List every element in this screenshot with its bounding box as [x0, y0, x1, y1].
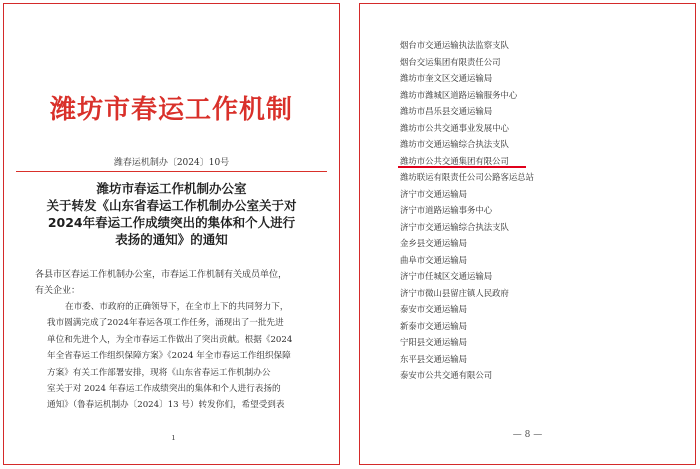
unit-name: 济宁市交通运输局	[400, 188, 467, 199]
unit-name: 潍坊市昌乐县交通运输局	[400, 106, 493, 116]
unit-list-item	[400, 235, 680, 252]
unit-list-item	[400, 202, 680, 219]
body-line: 在市委、市政府的正确领导下，在全市上下的共同努力下，	[65, 302, 289, 312]
unit-list-item	[400, 334, 680, 351]
salutation	[35, 267, 325, 299]
page-number: — 8 —	[512, 430, 543, 440]
unit-name: 潍坊市潍城区道路运输服务中心	[400, 89, 518, 100]
body-text	[47, 299, 313, 414]
body-line: 室关于对 2024 年春运工作成绩突出的集体和个人进行表扬的	[47, 384, 281, 395]
document-page-right	[359, 3, 696, 465]
salutation-line: 有关企业：	[35, 286, 81, 296]
page-mark: ı	[172, 433, 175, 443]
body-line: 我市圆满完成了2024年春运各项工作任务，涌现出了一批先进	[47, 318, 284, 329]
body-line: 年全省春运工作组织保障方案》《2024 年全市春运工作组织保障	[47, 351, 291, 362]
unit-list-item	[400, 87, 680, 104]
unit-name: 烟台市交通运输执法监察支队	[400, 40, 509, 50]
unit-list-item	[400, 351, 680, 368]
unit-list-item	[400, 54, 680, 71]
document-title	[4, 180, 339, 248]
unit-list-item	[400, 268, 680, 285]
unit-name: 潍坊市公共交通集团有限公司	[400, 155, 509, 166]
title-line: 2024年春运工作成绩突出的集体和个人进行	[47, 215, 296, 230]
red-heading: 潍坊市春运工作机制	[49, 95, 293, 125]
unit-list-item	[400, 252, 680, 269]
unit-list-item	[400, 169, 680, 186]
commended-units-list	[400, 37, 680, 384]
red-divider	[16, 171, 327, 172]
unit-list-item	[400, 70, 680, 87]
unit-name: 济宁市交通运输综合执法支队	[400, 221, 509, 232]
title-line: 表扬的通知》的通知	[115, 232, 228, 247]
body-line: 单位和先进个人，为全市春运工作做出了突出贡献。根据《2024	[47, 334, 293, 345]
title-line: 关于转发《山东省春运工作机制办公室关于对	[46, 198, 297, 213]
salutation-line: 各县市区春运工作机制办公室，市春运工作机制有关成员单位，	[35, 270, 288, 280]
unit-name: 潍坊市奎文区交通运输局	[400, 73, 493, 83]
unit-name: 潍坊市公共交通事业发展中心	[400, 122, 509, 133]
highlight-underline	[398, 166, 526, 168]
body-line: 方案》有关工作部署安排，现将《山东省春运工作机制办公	[47, 367, 271, 378]
body-line: 通知》（鲁春运机制办〔2024〕13 号）转发你们，希望受到表	[47, 400, 285, 411]
unit-name: 济宁市任城区交通运输局	[400, 271, 493, 281]
unit-name: 东平县交通运输局	[400, 353, 467, 364]
unit-name: 潍坊市交通运输综合执法支队	[400, 139, 509, 149]
unit-list-item	[400, 285, 680, 302]
unit-list-item	[400, 103, 680, 120]
unit-list-item	[400, 318, 680, 335]
unit-name: 烟台交运集团有限责任公司	[400, 56, 501, 67]
document-number: 潍春运机制办〔2024〕10号	[113, 158, 230, 168]
unit-list-item	[400, 219, 680, 236]
unit-name: 济宁市微山县留庄镇人民政府	[400, 287, 509, 298]
unit-list-item	[400, 136, 680, 153]
unit-name: 济宁市道路运输事务中心	[400, 205, 493, 215]
unit-list-item	[400, 37, 680, 54]
document-page-left	[3, 3, 340, 465]
unit-name: 宁阳县交通运输局	[400, 337, 467, 347]
unit-name: 新泰市交通运输局	[400, 320, 467, 331]
unit-name: 潍坊联运有限责任公司公路客运总站	[400, 172, 534, 182]
unit-list-item	[400, 153, 680, 170]
unit-list-item	[400, 367, 680, 384]
unit-name: 曲阜市交通运输局	[400, 254, 467, 265]
unit-list-item	[400, 186, 680, 203]
unit-name: 泰安市交通运输局	[400, 304, 467, 314]
title-line: 潍坊市春运工作机制办公室	[96, 181, 247, 196]
unit-list-item	[400, 120, 680, 137]
unit-name: 泰安市公共交通有限公司	[400, 370, 493, 380]
unit-name: 金乡县交通运输局	[400, 238, 467, 248]
unit-list-item	[400, 301, 680, 318]
